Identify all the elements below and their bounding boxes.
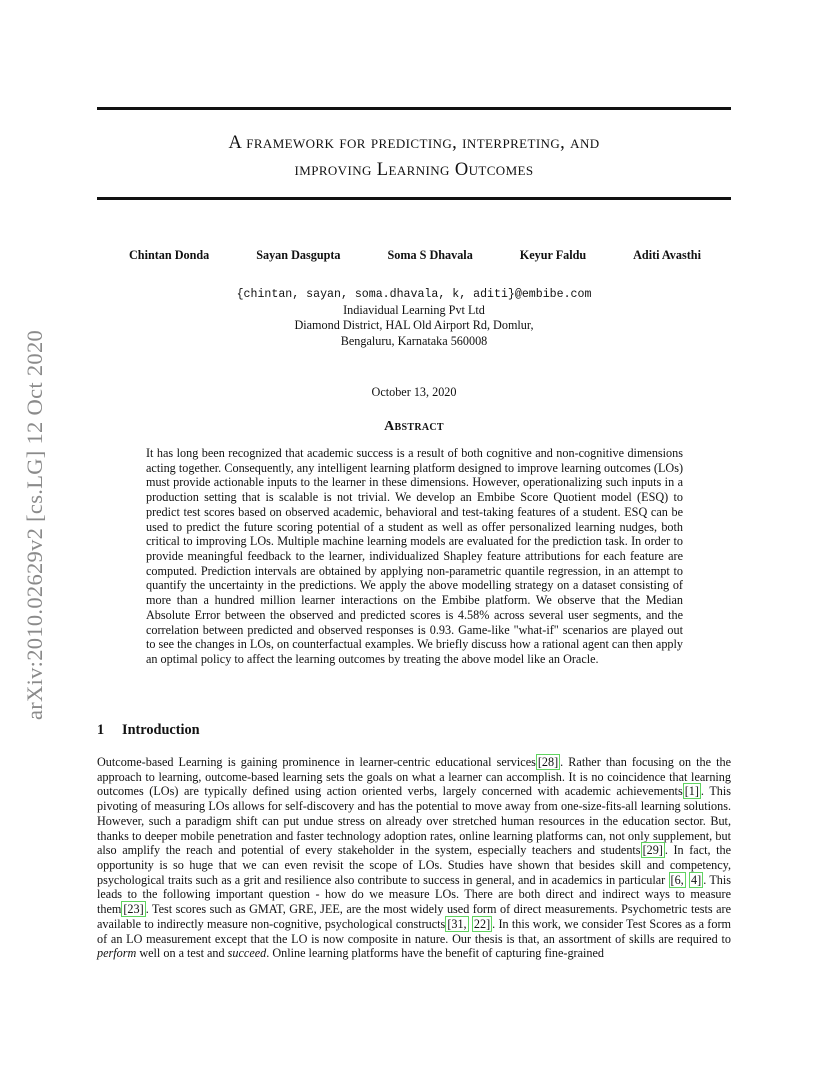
citation-link[interactable]: [29] [642,843,663,858]
author-list [97,248,731,263]
emphasis: succeed [227,946,267,961]
address-line-2: Bengaluru, Karnataka 560008 [340,333,488,348]
citation-link[interactable]: [28] [537,755,559,769]
citation-link[interactable]: 4] [691,872,702,887]
author-name: Chintan Donda [129,248,210,262]
author-name: Aditi Avasthi [633,248,701,262]
title-bottom-rule [97,197,731,200]
introduction-paragraph: Outcome-based Learning is gaining prominence in learner-centric educational services [28] . Rather than focusing on the the approach to learning, outcome-based learning sets the goals on what a learner can accomplish. It is no coincidence that learning outcomes (LOs) are typically defined using action oriented verbs, largely concerned with academic achievements [1] . This pivoting of measuring LOs allows for self-discovery and has the potential to move away from one-size-fits-all learning solutions. However, such a paradigm shift can put undue stress on already over stretched human resources in the education sector. But, thanks to deeper mobile penetration and faster technology adoption rates, online learning platforms can, not only supplement, but also amplify the reach and potential of every stakeholder in the system, especially teachers and students [29] . In fact, the opportunity is so huge that we can even revisit the scope of LOs. Studies have shown that besides skill and competency, psychological traits such as a grit and resilience also contribute to success in general, and in academics in particular [6, 4] . This leads to the following important question - how do we measure LOs. There are both direct and indirect ways to measure them [23] . Test scores such as GMAT, GRE, JEE, are the most widely used form of direct measurements. Psychometric tests are available to indirectly measure non-cognitive, psychological constructs [31, 22] . In this work, we consider Test Scores as a form of an LO measurement except that the LO is now composite in nature. Our thesis is that, an assortment of skills are required to perform well on a test and succeed. Online learning platforms have the benefit of capturing fine-grained [97,755,732,961]
citation-link[interactable]: [1] [684,784,699,799]
citation-link[interactable]: [6, [670,872,684,887]
author-name: Sayan Dasgupta [256,248,341,262]
emphasis: perform [97,946,137,961]
author-name: Soma S Dhavala [387,248,473,262]
organization: Indiavidual Learning Pvt Ltd [343,302,485,317]
author-name: Keyur Faldu [519,248,587,262]
arxiv-identifier: arXiv:2010.02629v2 [cs.LG] 12 Oct 2020 [22,329,47,721]
title-line-1: A framework for predicting, interpreting, and [228,133,600,153]
citation-link[interactable]: [31, [447,916,467,931]
section-number: 1 [97,722,105,738]
affiliation [97,287,731,349]
address-line-1: Diamond District, HAL Old Airport Rd, Domlur, [294,318,534,332]
abstract-text: It has long been recognized that academic success is a result of both cognitive and non-cognitive dimensions acting together. Consequently, any intelligent learning platform designed to improve learning outcomes (LOs) must provide actionable inputs to the learner in these dimensions. However, operationalizing such inputs in a production setting that is scalable is not trivial. We develop an Embibe Score Quotient model (ESQ) to predict test scores based on observed academic, behavioral and test-taking features of a student. ESQ can be used to predict the future scoring potential of a student as well as offer personalized learning nudges, both critical to improving LOs. Multiple machine learning models are evaluated for the prediction task. In order to provide meaningful feedback to the learner, individualized Shapley feature attributions for each feature are computed. Prediction intervals are obtained by applying non-parametric quantile regression, in an attempt to quantify the uncertainty in the predictions. We apply the above modelling strategy on a dataset consisting of more than a hundred million learner interactions on the Embibe platform. We observe that the Median Absolute Error between the observed and predicted scores is 4.58% across several user segments, and the correlation between predicted and observed responses is 0.93. Game-like "what-if" scenarios are played out to see the changes in LOs, on counterfactual examples. We briefly discuss how a rational agent can then apply an optimal policy to affect the learning outcomes by treating the above model like an Oracle. [146,446,683,667]
section-heading [97,722,200,739]
author-emails: {chintan, sayan, soma.dhavala, k, aditi}@embibe.com [236,288,592,301]
title-line-2: improving Learning Outcomes [294,160,534,180]
paper-title [97,130,731,184]
abstract-heading: Abstract [384,419,444,434]
title-top-rule [97,107,731,110]
section-title: Introduction [122,722,200,738]
citation-link[interactable]: 22] [473,916,491,931]
paper-date: October 13, 2020 [371,385,457,399]
citation-link[interactable]: [23] [123,902,144,917]
